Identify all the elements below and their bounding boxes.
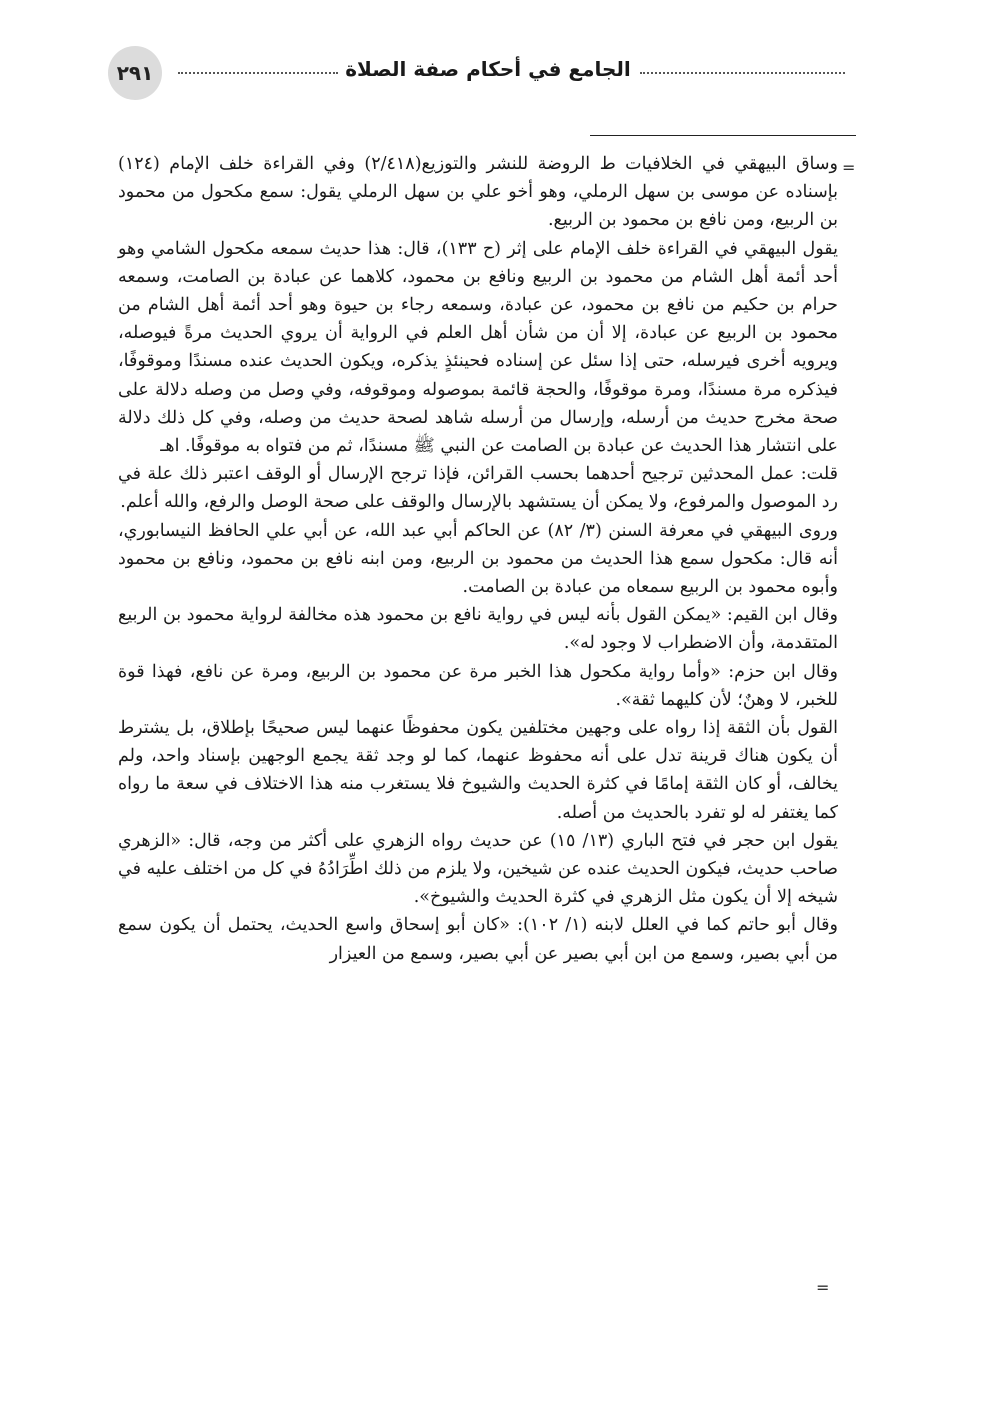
continuation-marker-end: = (816, 1278, 830, 1297)
running-title: الجامع في أحكام صفة الصلاة (345, 57, 631, 81)
paragraph: يقول ابن حجر في فتح الباري (١٣/ ١٥) عن حديث رواه الزهري على أكثر من وجه، قال: «الزهري صاحب حديث، فيكون الحديث عنده عن شيخين، ولا يلزم من ذلك اطِّرَادُهُ في كل من اختلف عليه في شيخه إلا أن يكون مثل الزهري في كثرة الحديث والشيوخ». (118, 830, 838, 908)
paragraph: وساق البيهقي في الخلافيات ط الروضة للنشر والتوزيع(٢/٤١٨) وفي القراءة خلف الإمام (١٢٤) بإسناده عن موسى بن سهل الرملي، وهو أخو علي بن سهل الرملي يقول: سمع مكحول من محمود بن الربيع، ومن نافع بن محمود بن الربيع. (118, 154, 838, 231)
paragraph: وروى البيهقي في معرفة السنن (٣/ ٨٢) عن الحاكم أبي عبد الله، عن أبي علي الحافظ النيسابوري، أنه قال: مكحول سمع هذا الحديث من محمود بن الربيع، ومن ابنه نافع بن محمود، ونافع بن محمود وأبوه محمود بن الربيع سمعاه من عبادة بن الصامت. (118, 520, 838, 598)
footnote-separator-rule (590, 135, 856, 136)
paragraph: وقال ابن القيم: «يمكن القول بأنه ليس في رواية نافع بن محمود هذه مخالفة لرواية محمود بن الربيع المتقدمة، وأن الاضطراب لا وجود له». (118, 605, 838, 654)
paragraph: وقال أبو حاتم كما في العلل لابنه (١/ ١٠٢): «كان أبو إسحاق واسع الحديث، يحتمل أن يكون سمع من أبي بصير، وسمع من ابن أبي بصير عن أبي بصير، وسمع من العيزار (118, 915, 838, 964)
paragraph: القول بأن الثقة إذا رواه على وجهين مختلفين يكون محفوظًا عنهما ليس صحيحًا بإطلاق، بل يشترط أن يكون هناك قرينة تدل على أنه محفوظ عنهما، كما لو وجد ثقة يجمع الوجهين بإسناد واحد، ولم يخالف، أو كان الثقة إمامًا في كثرة الحديث والشيوخ فلا يستغرب منه هذا الاختلاف في سعة ما رواه كما يغتفر له لو تفرد بالحديث من أصله. (118, 718, 838, 823)
page-number-badge: ٢٩١ (108, 46, 162, 100)
header-dotted-leader-right (640, 72, 845, 74)
paragraph: يقول البيهقي في القراءة خلف الإمام على إثر (ح ١٣٣)، قال: هذا حديث سمعه مكحول الشامي وهو أحد أئمة أهل الشام من محمود بن الربيع ونافع بن محمود، كلاهما عن عبادة بن الصامت، وسمعه حرام بن حكيم من نافع بن محمود، عن عبادة، وسمعه رجاء بن حيوة وهو أحد أئمة أهل الشام من محمود بن الربيع عن عبادة، إلا أن من شأن أهل العلم في الرواية أن يروي الحديث مرةً فيوصله، ويرويه أخرى فيرسله، حتى إذا سئل عن إسناده فحينئذٍ يذكره، ويكون الحديث عنده مسندًا وموقوفًا، فيذكره مرة مسندًا، ومرة موقوفًا، والحجة قائمة بموصوله وموقوفه، وفي وصل من وصله دلالة على صحة مخرج حديث من أرسله، وإرسال من أرسله شاهد لصحة حديث من وصله، وفي كل ذلك دلالة على انتشار هذا الحديث عن عبادة بن الصامت عن النبي ﷺ مسندًا، ثم من فتواه به موقوفًا. اهـ (118, 238, 838, 457)
continuation-marker-start: = (842, 158, 856, 177)
paragraph: قلت: عمل المحدثين ترجيح أحدهما بحسب القرائن، فإذا ترجح الإرسال أو الوقف اعتبر ذلك علة في رد الموصول والمرفوع، ولا يمكن أن يستشهد بالإرسال والوقف على صحة الوصل والرفع، والله أعلم. (118, 464, 838, 513)
footnote-body (118, 150, 838, 968)
header-dotted-leader-left (178, 72, 338, 74)
paragraph: وقال ابن حزم: «وأما رواية مكحول هذا الخبر مرة عن محمود بن الربيع، ومرة عن نافع، فهذا قوة للخبر، لا وهنٌ؛ لأن كليهما ثقة». (118, 661, 838, 710)
